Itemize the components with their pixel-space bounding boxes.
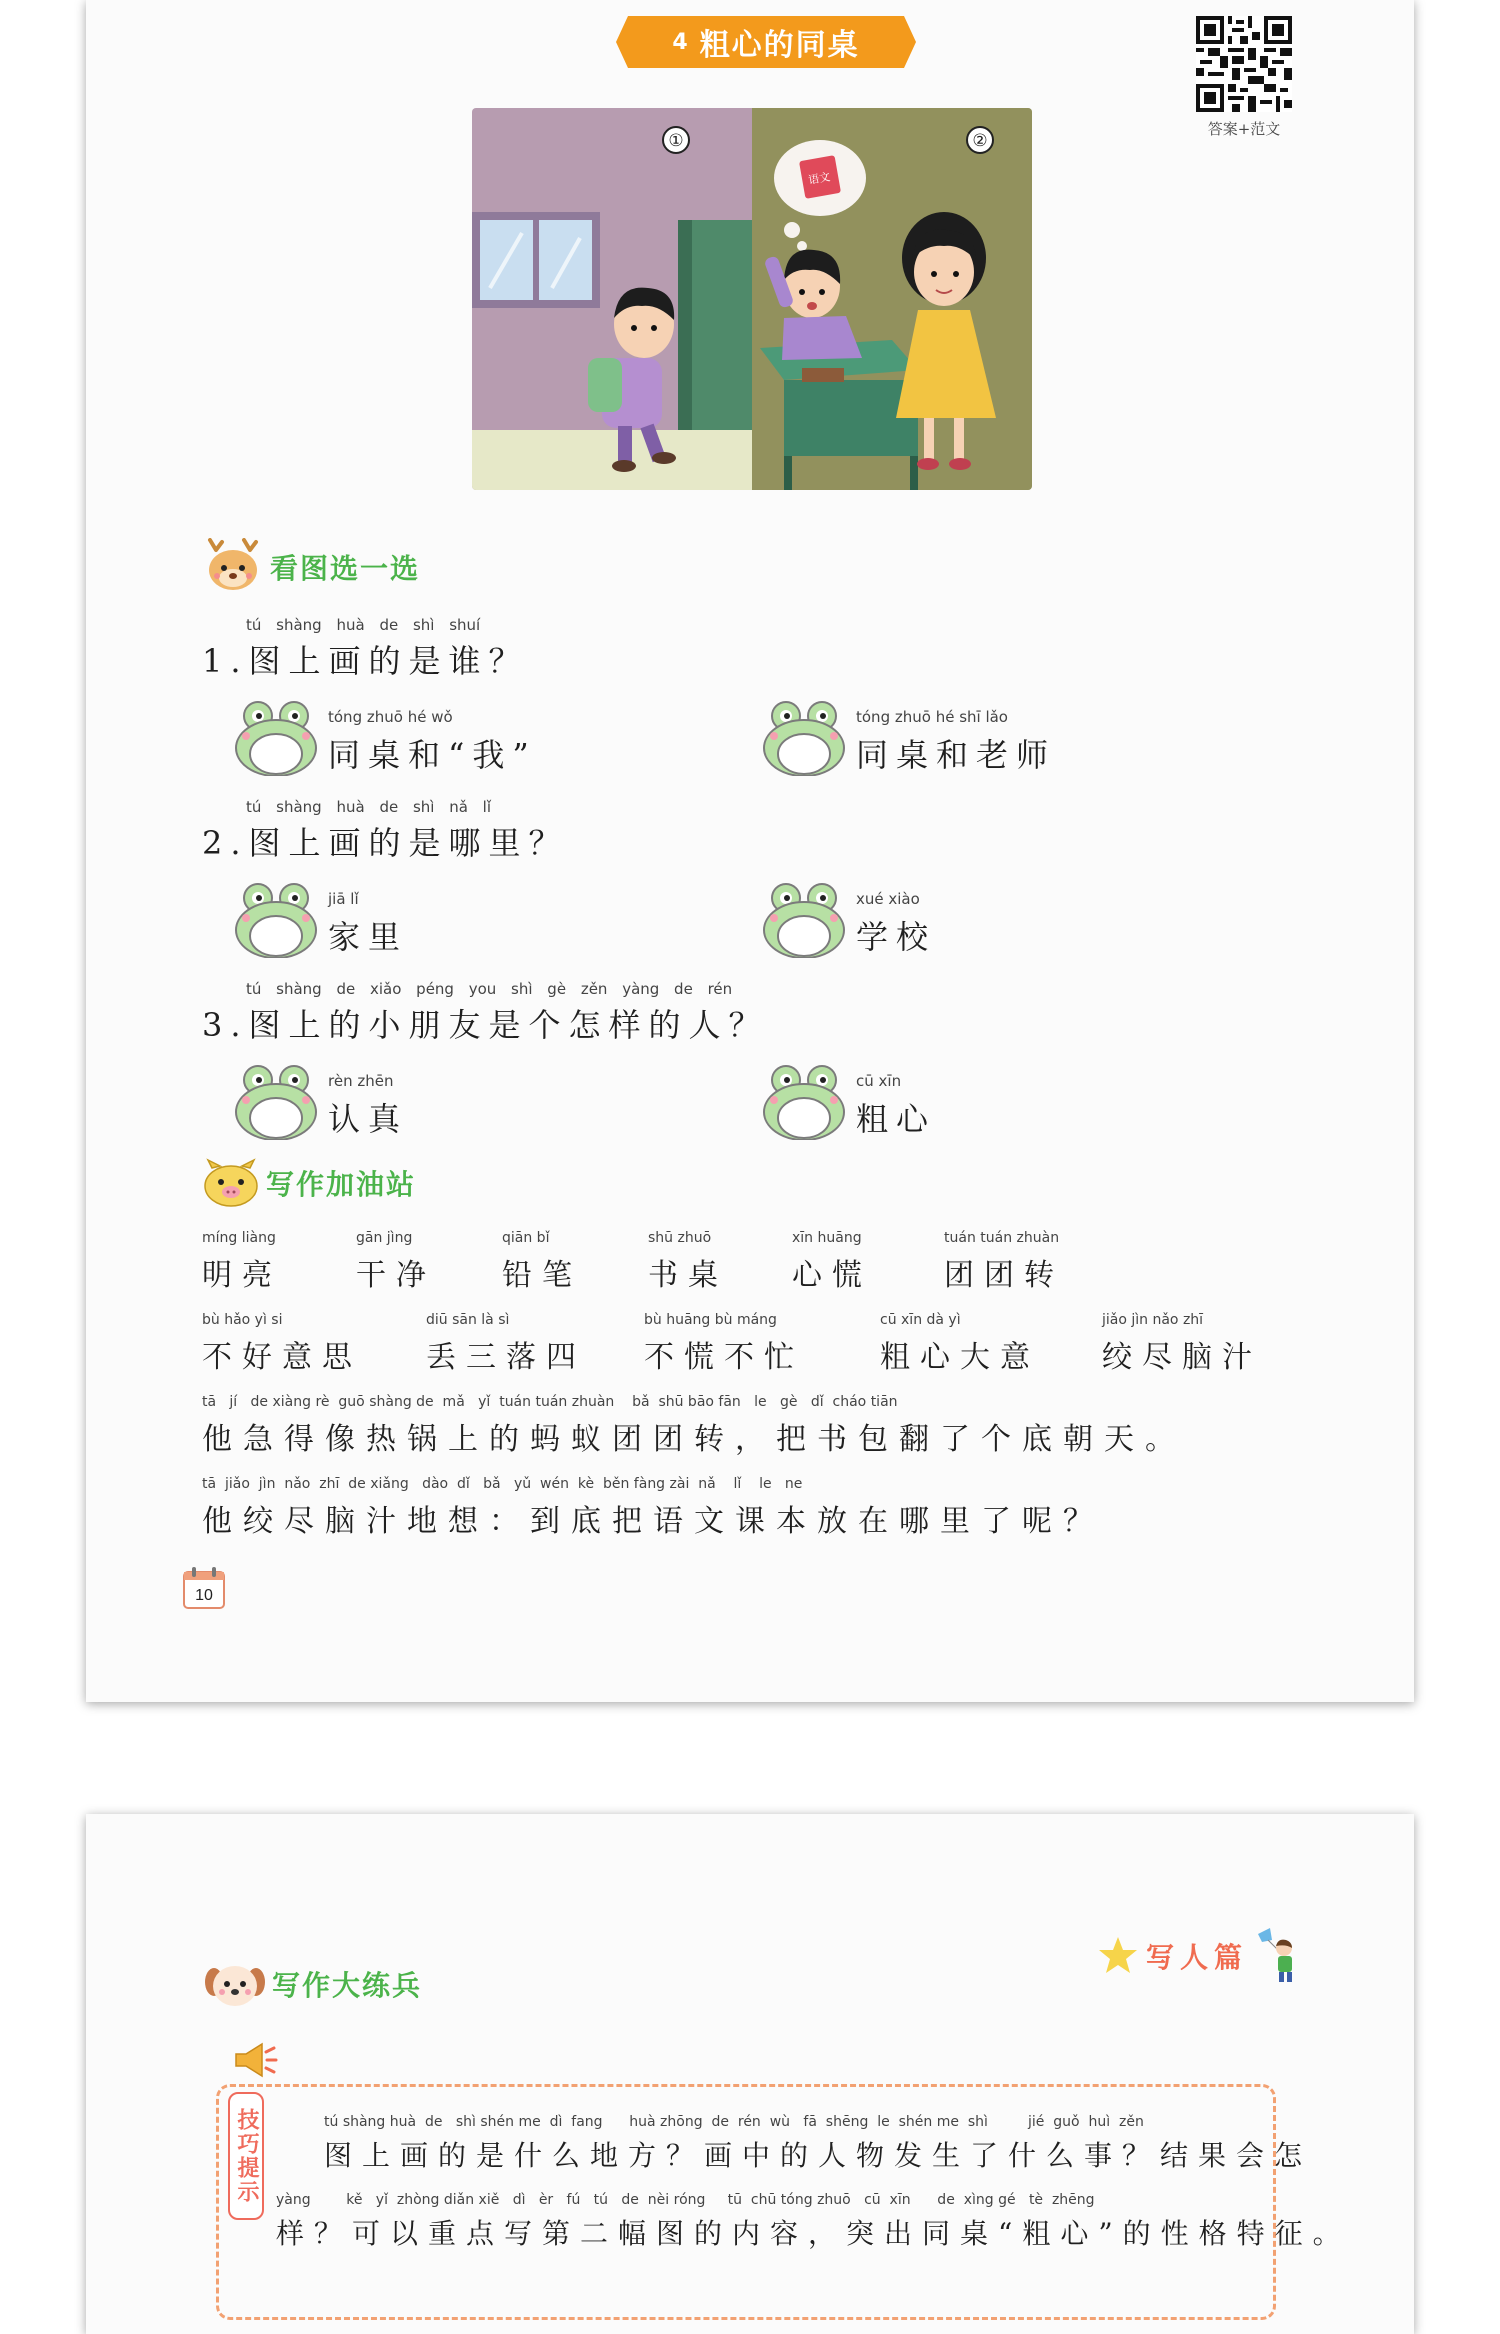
frog-checkbox-icon[interactable] [762,882,846,958]
vocab-pinyin: bù hǎo yì si [202,1312,283,1328]
option-1a[interactable] [234,700,537,776]
lesson-title-banner [616,16,916,68]
option-2b[interactable] [762,882,936,958]
option-pinyin: cū xīn [856,1072,902,1090]
vocab-pinyin: gān jìng [356,1230,413,1246]
tips-line: 图上画的是什么地方？画中的人物发生了什么事？结果会怎 [324,2139,1313,2172]
frog-checkbox-icon[interactable] [234,1064,318,1140]
book-label: 语文 [807,170,832,187]
vocab-item [202,1312,362,1376]
workbook-page-2 [86,1814,1414,2334]
vocab-item [202,1230,282,1294]
vocab-item [426,1312,586,1376]
example-sentence-1 [202,1394,1186,1458]
lesson-number: 4 [672,29,690,55]
frog-checkbox-icon[interactable] [234,882,318,958]
lesson-title: 粗心的同桌 [699,28,860,63]
panel-2-number: ② [972,131,988,151]
vocab-pinyin: shū zhuō [648,1230,712,1246]
option-pinyin: tóng zhuō hé shī lǎo [856,708,1008,726]
option-text: 学校 [856,918,937,956]
vocab-item [880,1312,1040,1376]
option-text: 粗心 [856,1100,937,1138]
sentence-pinyin: tā jí de xiàng rè guō shàng de mǎ yǐ tuán tuán zhuàn bǎ shū bāo fān le gè dǐ cháo tiān [202,1394,898,1410]
category-title: 写人篇 [1146,1941,1249,1974]
tips-text [276,2114,1351,2252]
question-1 [202,616,529,682]
tips-line: 样？可以重点写第二幅图的内容，突出同桌“粗心”的性格特征。 [276,2217,1351,2250]
vocab-word: 铅笔 [502,1258,582,1293]
vocab-word: 明亮 [202,1258,282,1293]
panel-1-number: ① [668,131,684,151]
vocab-item [1102,1312,1262,1376]
pig-mascot-icon [202,1158,260,1208]
option-text: 家里 [328,918,409,956]
boy-with-kite-icon [1254,1926,1304,1986]
tips-label: 技巧提示 [228,2092,264,2220]
section-title: 看图选一选 [270,552,421,585]
option-2a[interactable] [234,882,408,958]
vocab-pinyin: cū xīn dà yì [880,1312,961,1328]
section-title: 写作加油站 [266,1168,417,1201]
qr-code-icon[interactable] [1196,16,1292,112]
vocab-word: 绞尽脑汁 [1102,1340,1262,1375]
option-3b[interactable] [762,1064,936,1140]
workbook-page-1 [86,0,1414,1702]
option-1b[interactable] [762,700,1056,776]
question-3 [202,980,769,1046]
vocab-item [356,1230,436,1294]
question-2 [202,798,569,864]
option-pinyin: rèn zhēn [328,1072,394,1090]
vocab-word: 干净 [356,1258,436,1293]
vocab-pinyin: diū sān là sì [426,1312,510,1328]
qr-caption: 答案+范文 [1207,120,1281,138]
section-heading-writing-practice [204,1960,422,2008]
option-pinyin: jiā lǐ [328,890,359,908]
vocab-item [944,1230,1064,1294]
question-text: 2.图上画的是哪里？ [202,824,569,862]
option-text: 认真 [328,1100,409,1138]
sentence-pinyin: tā jiǎo jìn nǎo zhī de xiǎng dào dǐ bǎ yǔ wén kè běn fàng zài nǎ lǐ le ne [202,1476,803,1492]
vocab-word: 心慌 [792,1258,872,1293]
option-pinyin: xué xiào [856,890,920,908]
page-number: 10 [195,1587,213,1604]
vocab-pinyin: qiān bǐ [502,1230,550,1246]
option-3a[interactable] [234,1064,408,1140]
vocab-word: 不慌不忙 [644,1340,804,1375]
vocab-word: 不好意思 [202,1340,362,1375]
tips-pinyin: yàng kě yǐ zhòng diǎn xiě dì èr fú tú de nèi róng tū chū tóng zhuō cū xīn de xìng gé tè zhēng [276,2192,1095,2208]
star-icon [1096,1934,1140,1978]
question-text: 3.图上的小朋友是个怎样的人？ [202,1006,769,1044]
vocab-word: 书桌 [648,1258,728,1293]
story-illustration [472,108,1032,490]
vocab-item [792,1230,872,1294]
vocab-pinyin: tuán tuán zhuàn [944,1230,1060,1246]
vocab-pinyin: xīn huāng [792,1230,862,1246]
vocab-pinyin: míng liàng [202,1230,276,1246]
vocab-item [502,1230,582,1294]
example-sentence-2 [202,1476,1104,1540]
frog-checkbox-icon[interactable] [234,700,318,776]
vocab-pinyin: bù huāng bù máng [644,1312,777,1328]
vocab-word: 丢三落四 [426,1340,586,1375]
option-pinyin: tóng zhuō hé wǒ [328,708,453,726]
section-title: 写作大练兵 [272,1969,423,2002]
vocab-word: 粗心大意 [880,1340,1040,1375]
section-heading-look-and-choose [202,538,420,596]
question-pinyin: tú shàng huà de shì nǎ lǐ [246,798,492,816]
question-pinyin: tú shàng huà de shì shuí [246,616,481,634]
frog-checkbox-icon[interactable] [762,700,846,776]
option-text: 同桌和老师 [856,736,1057,774]
deer-mascot-icon [202,538,264,596]
vocab-word: 团团转 [944,1258,1064,1293]
category-badge [1096,1926,1304,1986]
page-number-calendar-icon [182,1566,226,1610]
section-heading-writing-station [202,1158,416,1208]
sentence-text: 他绞尽脑汁地想：到底把语文课本放在哪里了呢？ [202,1504,1104,1539]
sentence-text: 他急得像热锅上的蚂蚁团团转，把书包翻了个底朝天。 [202,1422,1186,1457]
tips-pinyin: tú shàng huà de shì shén me dì fang huà zhōng de rén wù fā shēng le shén me shì jié guǒ huì zěn [324,2114,1144,2130]
vocab-item [644,1312,804,1376]
question-pinyin: tú shàng de xiǎo péng you shì gè zěn yàng de rén [246,980,733,998]
puppy-mascot-icon [204,1960,266,2008]
question-text: 1.图上画的是谁？ [202,642,529,680]
frog-checkbox-icon[interactable] [762,1064,846,1140]
option-text: 同桌和“我” [328,736,537,774]
megaphone-icon [232,2040,278,2080]
vocab-pinyin: jiǎo jìn nǎo zhī [1102,1312,1204,1328]
vocab-item [648,1230,728,1294]
